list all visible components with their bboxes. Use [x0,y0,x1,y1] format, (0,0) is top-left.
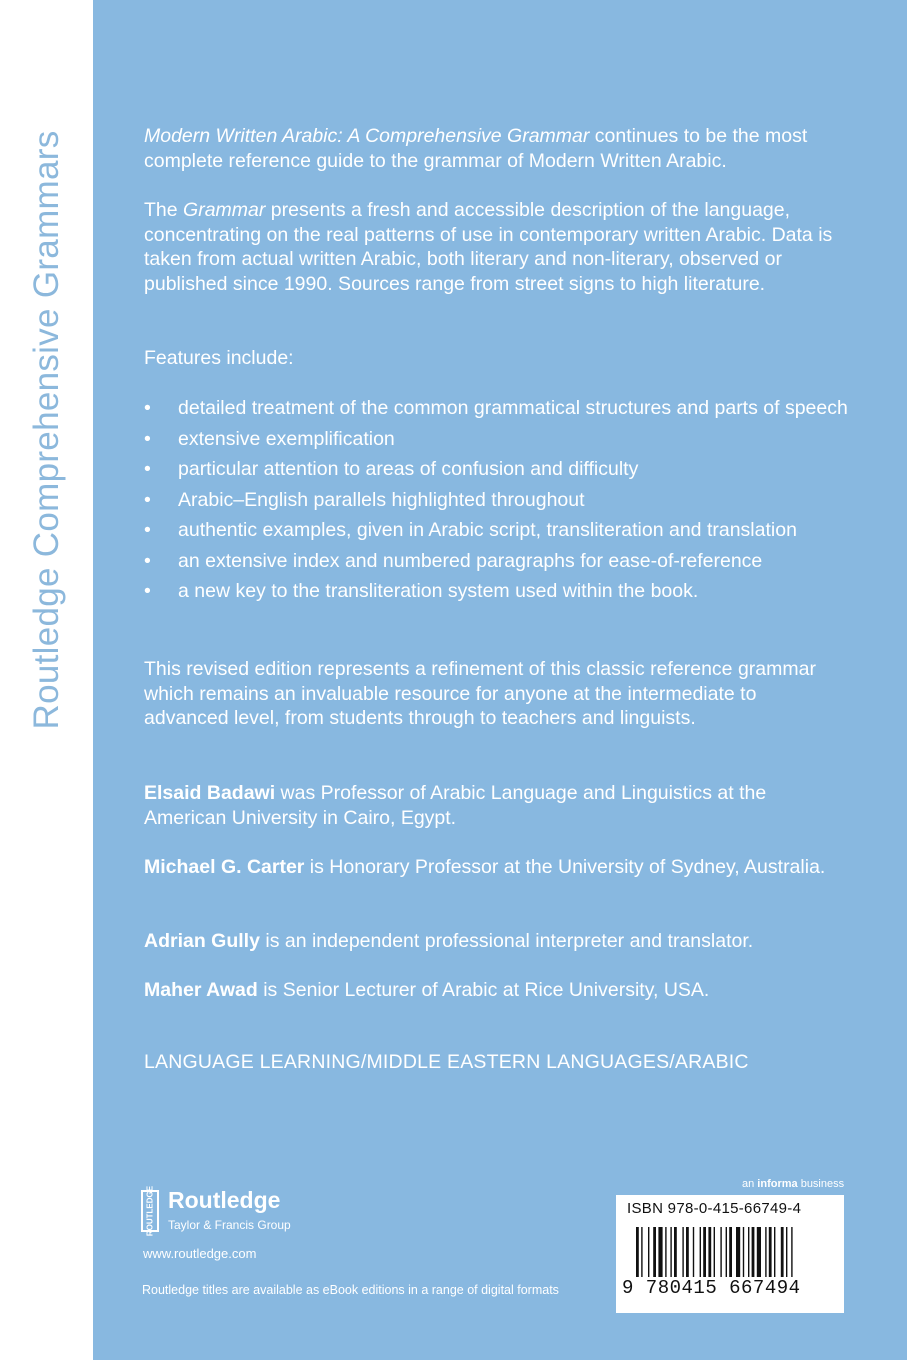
author-bio [144,929,844,954]
author-bio [144,855,844,880]
barcode-bar [636,1227,639,1277]
barcode-bar [682,1227,683,1277]
barcode-digits: 9 780415 667494 [622,1277,801,1299]
barcode-bar [703,1227,706,1277]
publisher-group: Taylor & Francis Group [168,1218,291,1232]
bullet-icon: • [144,458,151,480]
intro-text: continues to be the most complete reference guide to the grammar of Modern Written Arabic. [144,125,808,172]
barcode-bar [714,1227,715,1277]
publisher-url[interactable]: www.routledge.com [143,1246,257,1261]
back-cover [93,0,907,1360]
bullet-icon: • [144,488,151,511]
grammar-word: Grammar [183,199,266,221]
feature-item: • particular attention to areas of confusion and difficulty [144,458,639,480]
publisher-name: Routledge [168,1187,281,1213]
author-name: Michael G. Carter [144,856,305,878]
author-bio-text: is an independent professional interpreter and translator. [259,930,754,952]
barcode-bar [736,1227,740,1277]
barcode-bar [648,1227,649,1277]
description-paragraph [144,198,844,296]
author-bio-text: is Senior Lecturer of Arabic at Rice University, USA. [257,979,710,1001]
bullet-icon: • [144,549,151,572]
spine [0,0,93,1360]
features-heading-text: Features include: [144,347,294,369]
subject-category: LANGUAGE LEARNING/MIDDLE EASTERN LANGUAGES/ARABIC [144,1051,749,1073]
description-lead: The [144,199,184,221]
feature-item: • an extensive index and numbered paragraphs for ease-of-reference [144,549,763,572]
features-list [144,396,864,610]
series-title [0,0,93,1360]
barcode-icon [636,1227,826,1279]
ebook-note: Routledge titles are available as eBook editions in a range of digital formats [142,1283,559,1297]
barcode-bar [774,1227,775,1277]
series-title-text: Routledge Comprehensive Grammars [27,130,66,730]
barcode-bar [720,1227,721,1277]
barcode-bar [670,1227,671,1277]
author-name: Maher Awad [144,979,258,1001]
feature-item: • authentic examples, given in Arabic script, transliteration and translation [144,519,797,541]
barcode-bar [641,1227,642,1277]
barcode-bar [757,1227,761,1277]
author-bio-text: was Professor of Arabic Language and Linguistics at the American University in Cairo, Egypt. [144,782,767,829]
revised-text: This revised edition represents a refinement of this classic reference grammar which remains an invaluable resource for anyone at the intermediate to advanced level, from students through to teachers and linguists. [144,658,816,729]
barcode-bar [726,1227,727,1277]
informa-tagline: an informa business [742,1178,845,1190]
bullet-icon: • [144,519,151,541]
barcode-bar [791,1227,792,1277]
isbn-block [616,1195,844,1313]
author-bio-text: is Honorary Professor at the University of Sydney, Australia. [304,856,826,878]
barcode-bar [765,1227,766,1277]
book-title: Modern Written Arabic: A Comprehensive Grammar [144,125,590,147]
bullet-icon: • [144,427,151,450]
barcode-bar [708,1227,711,1277]
feature-item: • detailed treatment of the common grammatical structures and parts of speech [144,397,848,419]
intro-paragraph [144,124,844,173]
author-name: Adrian Gully [144,930,260,952]
informa-brand: informa [757,1178,798,1190]
bullet-icon: • [144,580,151,602]
barcode-bar [748,1227,749,1277]
barcode-bar [700,1227,701,1277]
barcode-bar [653,1227,656,1277]
isbn-label: ISBN 978-0-415-66749-4 [627,1200,802,1217]
barcode-bar [786,1227,787,1277]
feature-item: • Arabic–English parallels highlighted throughout [144,488,585,511]
barcode-bar [769,1227,772,1277]
feature-item: • a new key to the transliteration system used within the book. [144,580,699,602]
bullet-icon: • [144,397,151,419]
description-text: presents a fresh and accessible description of the language, concentrating on the real patterns of use in contemporary written Arabic. Data is taken from actual written Arabic, both literary and non-literary, observed or published since 1990. Sources range from street signs to high literature. [144,199,833,295]
barcode-bar [665,1227,666,1277]
barcode-bar [658,1227,662,1277]
revised-edition-paragraph [144,657,844,731]
barcode-bar [743,1227,744,1277]
author-name: Elsaid Badawi [144,782,276,804]
routledge-mark-icon: ROUTLEDGE [141,1190,159,1232]
barcode-bar [729,1227,732,1277]
author-bio [144,781,844,830]
author-bio [144,978,844,1003]
barcode-bar [674,1227,677,1277]
barcode-bar [781,1227,784,1277]
barcode-bar [686,1227,689,1277]
features-heading [144,346,844,371]
barcode-bar [752,1227,755,1277]
feature-item: • extensive exemplification [144,427,395,450]
barcode-bar [693,1227,694,1277]
